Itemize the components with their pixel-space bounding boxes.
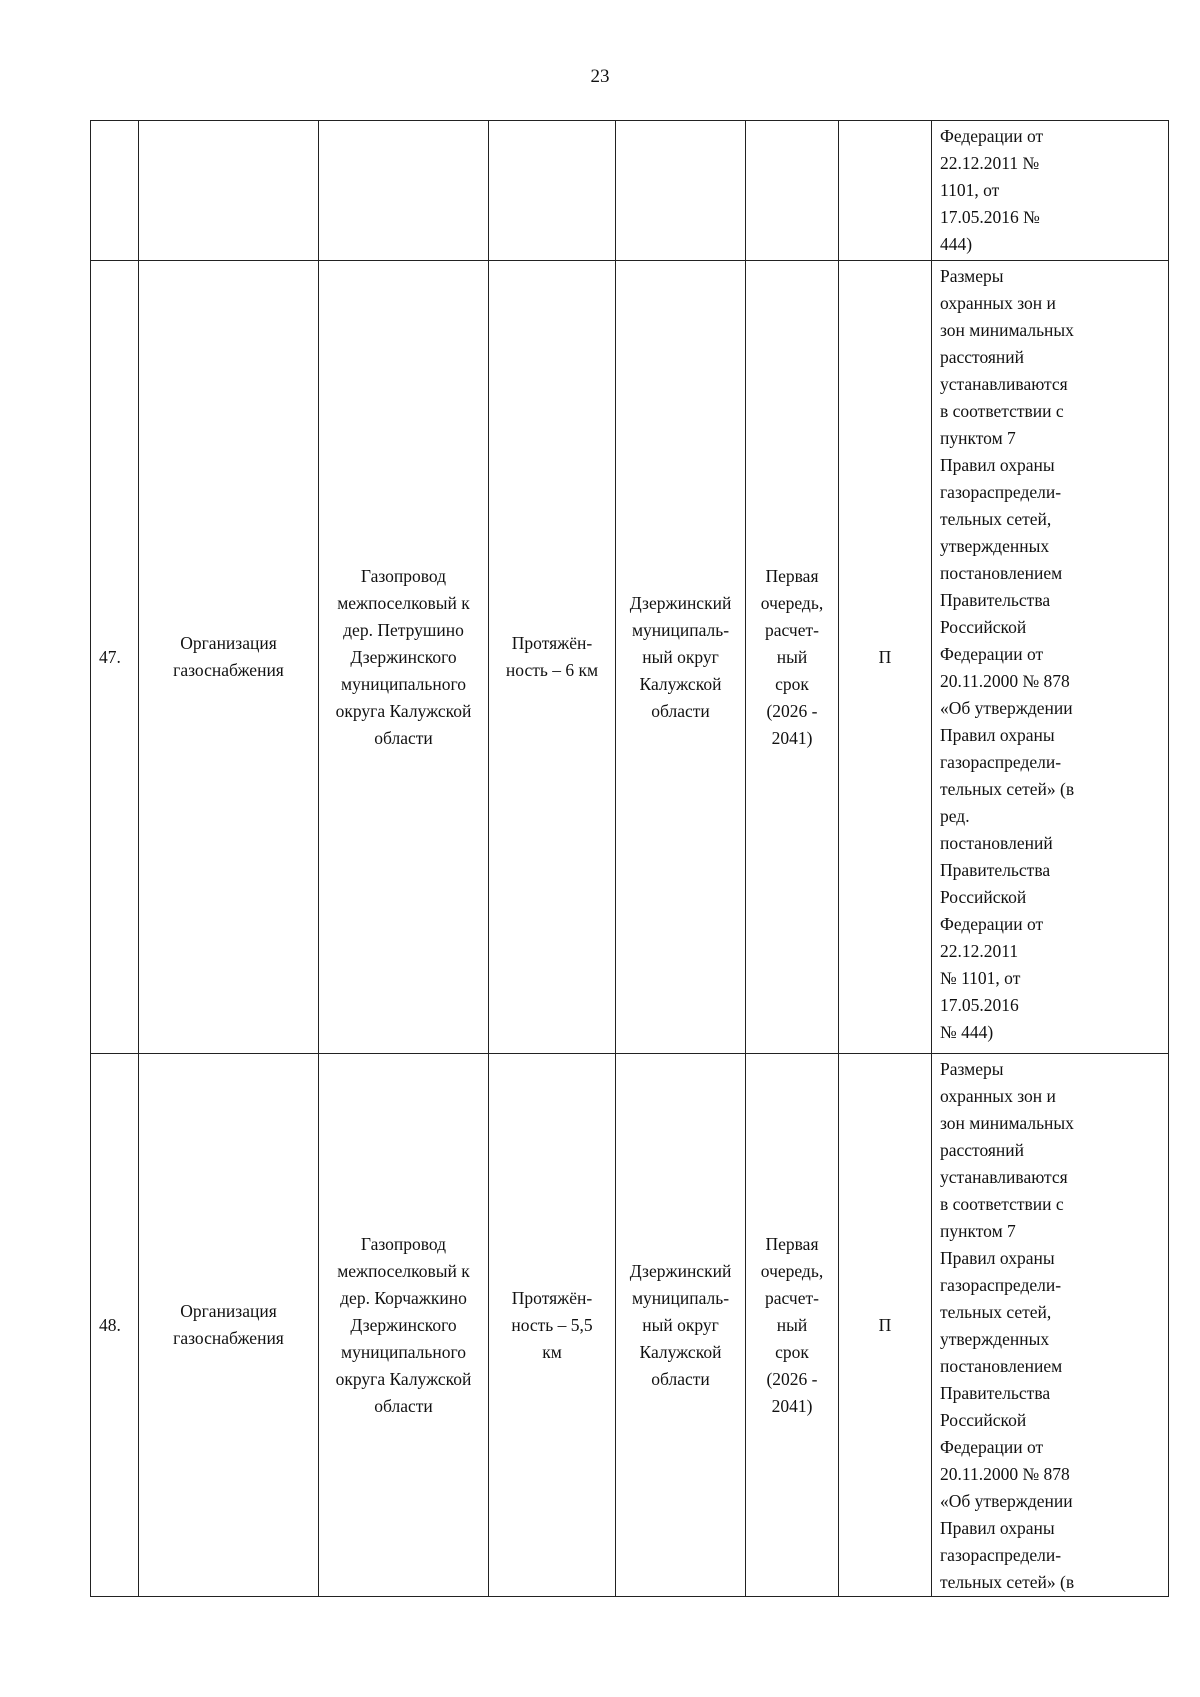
cell-notes bbox=[932, 1054, 1169, 1597]
object-line: округа Калужской bbox=[335, 700, 472, 721]
cell-status bbox=[839, 1054, 932, 1597]
cell-location bbox=[616, 1054, 746, 1597]
purpose-line: газоснабжения bbox=[173, 660, 284, 680]
notes-line: 444) bbox=[940, 234, 973, 254]
object-line: межпоселковый к bbox=[337, 1260, 470, 1281]
cell-object bbox=[319, 261, 489, 1054]
notes-line: 1101, от bbox=[940, 180, 1000, 200]
cell-object bbox=[319, 121, 489, 261]
characteristic-line: Протяжён- bbox=[511, 1287, 593, 1308]
object-line: межпоселковый к bbox=[337, 592, 470, 613]
object-line: муниципального bbox=[341, 673, 466, 694]
notes-line: Правительства bbox=[940, 590, 1051, 610]
object-line: муниципального bbox=[341, 1341, 466, 1362]
term-line: очередь, bbox=[760, 592, 824, 613]
notes-line: тельных сетей» (в bbox=[940, 1572, 1075, 1592]
cell-purpose bbox=[139, 1054, 319, 1597]
cell-num bbox=[91, 121, 139, 261]
cell-characteristic bbox=[489, 261, 616, 1054]
location-line: муниципаль- bbox=[631, 619, 730, 640]
notes-line: Правил охраны bbox=[940, 1248, 1055, 1268]
num-line: 48. bbox=[99, 1314, 121, 1335]
location-line: Калужской bbox=[639, 1341, 722, 1362]
notes-line: 22.12.2011 № bbox=[940, 153, 1040, 173]
characteristic-line: Протяжён- bbox=[511, 633, 593, 653]
notes-line: постановлением bbox=[940, 1356, 1063, 1376]
notes-line: пунктом 7 bbox=[940, 428, 1016, 448]
notes-line: Правил охраны bbox=[940, 455, 1055, 475]
notes-line: «Об утверждении bbox=[940, 1491, 1073, 1511]
notes-line: Размеры bbox=[940, 1059, 1004, 1079]
notes-line: Правительства bbox=[940, 860, 1051, 880]
notes-line: Федерации от bbox=[940, 914, 1044, 934]
object-line: Дзержинского bbox=[350, 1314, 457, 1335]
notes-line: 20.11.2000 № 878 bbox=[940, 671, 1070, 691]
term-line: расчет- bbox=[765, 619, 819, 640]
term-line: ный bbox=[776, 1314, 808, 1335]
cell-object bbox=[319, 1054, 489, 1597]
num-line: 47. bbox=[99, 646, 121, 667]
location-line: Калужской bbox=[639, 673, 722, 694]
cell-notes bbox=[932, 121, 1169, 261]
cell-num bbox=[91, 261, 139, 1054]
object-line: Газопровод bbox=[360, 1233, 447, 1254]
cell-purpose bbox=[139, 261, 319, 1054]
notes-line: Федерации от bbox=[940, 1437, 1044, 1457]
location-line: ный округ bbox=[642, 646, 719, 667]
notes-line: охранных зон и bbox=[940, 1086, 1056, 1106]
notes-line: Российской bbox=[940, 617, 1027, 637]
object-line: области bbox=[374, 1395, 433, 1416]
notes-line: охранных зон и bbox=[940, 293, 1056, 313]
notes-line: 20.11.2000 № 878 bbox=[940, 1464, 1070, 1484]
notes-line: 22.12.2011 bbox=[940, 941, 1019, 961]
notes-line: утвержденных bbox=[940, 536, 1050, 556]
planned-objects-table bbox=[90, 120, 1169, 1597]
term-line: срок bbox=[775, 1341, 809, 1362]
purpose-line: Организация bbox=[180, 633, 277, 653]
term-line: Первая bbox=[765, 565, 819, 586]
notes-line: № 444) bbox=[940, 1022, 994, 1042]
object-line: округа Калужской bbox=[335, 1368, 472, 1389]
location-line: Дзержинский bbox=[629, 1260, 732, 1281]
cell-notes bbox=[932, 261, 1169, 1054]
notes-line: постановлений bbox=[940, 833, 1053, 853]
notes-line: Правил охраны bbox=[940, 1518, 1055, 1538]
location-line: ный округ bbox=[642, 1314, 719, 1335]
cell-characteristic bbox=[489, 1054, 616, 1597]
object-line: дер. Корчажкино bbox=[340, 1287, 467, 1308]
object-line: области bbox=[374, 727, 433, 748]
term-line: расчет- bbox=[765, 1287, 819, 1308]
location-line: муниципаль- bbox=[631, 1287, 730, 1308]
cell-characteristic bbox=[489, 121, 616, 261]
purpose-line: Организация bbox=[180, 1301, 277, 1321]
notes-line: газораспредели- bbox=[940, 752, 1062, 772]
object-line: Дзержинского bbox=[350, 646, 457, 667]
term-line: срок bbox=[775, 673, 809, 694]
notes-line: тельных сетей, bbox=[940, 509, 1052, 529]
status-line: П bbox=[878, 1314, 892, 1335]
status-line: П bbox=[878, 646, 892, 667]
notes-line: Федерации от bbox=[940, 126, 1044, 146]
notes-line: газораспредели- bbox=[940, 1545, 1062, 1565]
characteristic-line: км bbox=[542, 1341, 562, 1362]
table-row bbox=[91, 261, 1169, 1054]
cell-term bbox=[746, 1054, 839, 1597]
term-line: очередь, bbox=[760, 1260, 824, 1281]
notes-line: устанавливаются bbox=[940, 1167, 1068, 1187]
location-line: области bbox=[651, 700, 710, 721]
cell-num bbox=[91, 1054, 139, 1597]
cell-status bbox=[839, 261, 932, 1054]
cell-term bbox=[746, 121, 839, 261]
notes-line: зон минимальных bbox=[940, 1113, 1074, 1133]
notes-line: пунктом 7 bbox=[940, 1221, 1016, 1241]
cell-term bbox=[746, 261, 839, 1054]
term-line: (2026 - bbox=[766, 700, 818, 721]
term-line: 2041) bbox=[771, 1395, 813, 1416]
notes-line: утвержденных bbox=[940, 1329, 1050, 1349]
cell-status bbox=[839, 121, 932, 261]
notes-line: газораспредели- bbox=[940, 482, 1062, 502]
table-row-continuation bbox=[91, 121, 1169, 261]
notes-line: 17.05.2016 № bbox=[940, 207, 1040, 227]
term-line: (2026 - bbox=[766, 1368, 818, 1389]
notes-line: зон минимальных bbox=[940, 320, 1074, 340]
characteristic-line: ность – 5,5 bbox=[511, 1314, 593, 1335]
cell-purpose bbox=[139, 121, 319, 261]
notes-line: устанавливаются bbox=[940, 374, 1068, 394]
term-line: Первая bbox=[765, 1233, 819, 1254]
table-row bbox=[91, 1054, 1169, 1597]
notes-line: тельных сетей, bbox=[940, 1302, 1052, 1322]
notes-line: 17.05.2016 bbox=[940, 995, 1019, 1015]
location-line: области bbox=[651, 1368, 710, 1389]
notes-line: тельных сетей» (в bbox=[940, 779, 1075, 799]
notes-line: «Об утверждении bbox=[940, 698, 1073, 718]
notes-line: ред. bbox=[940, 806, 970, 826]
notes-line: в соответствии с bbox=[940, 401, 1064, 421]
notes-line: Размеры bbox=[940, 266, 1004, 286]
page-number: 23 bbox=[590, 66, 610, 87]
term-line: 2041) bbox=[771, 727, 813, 748]
notes-line: расстояний bbox=[940, 1140, 1025, 1160]
notes-line: № 1101, от bbox=[940, 968, 1021, 988]
object-line: дер. Петрушино bbox=[343, 619, 464, 640]
notes-line: Федерации от bbox=[940, 644, 1044, 664]
object-line: Газопровод bbox=[360, 565, 447, 586]
purpose-line: газоснабжения bbox=[173, 1328, 284, 1348]
notes-line: расстояний bbox=[940, 347, 1025, 367]
location-line: Дзержинский bbox=[629, 592, 732, 613]
notes-line: Правил охраны bbox=[940, 725, 1055, 745]
notes-line: Российской bbox=[940, 887, 1027, 907]
cell-location bbox=[616, 121, 746, 261]
characteristic-line: ность – 6 км bbox=[505, 660, 599, 680]
notes-line: Российской bbox=[940, 1410, 1027, 1430]
notes-line: газораспредели- bbox=[940, 1275, 1062, 1295]
notes-line: в соответствии с bbox=[940, 1194, 1064, 1214]
notes-line: Правительства bbox=[940, 1383, 1051, 1403]
cell-location bbox=[616, 261, 746, 1054]
notes-line: постановлением bbox=[940, 563, 1063, 583]
term-line: ный bbox=[776, 646, 808, 667]
